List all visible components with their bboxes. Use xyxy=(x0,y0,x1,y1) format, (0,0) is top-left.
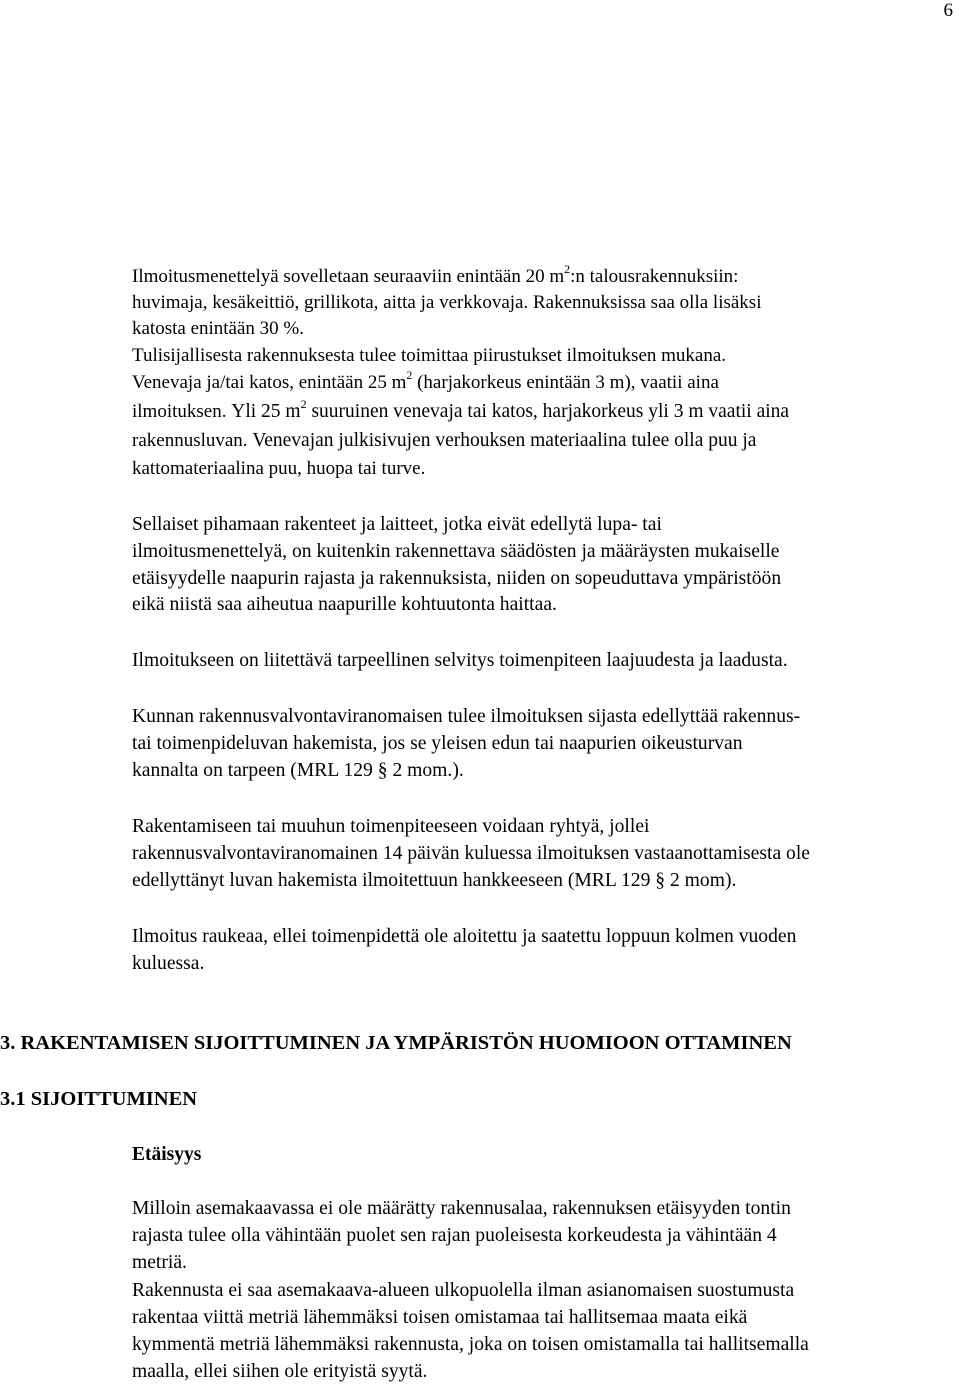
paragraph-1-line-5: Venevaja ja/tai katos, enintään 25 $m^2$ (harjakorkeus enintään 3 m), vaatii aina xyxy=(132,367,719,393)
paragraph-8-line-4: maalla, ellei siihen ole erityistä syytä. xyxy=(132,1361,428,1382)
paragraph-3: Ilmoitukseen on liitettävä tarpeellinen selvitys toimenpiteen laajuudesta ja laadusta. xyxy=(132,650,788,671)
paragraph-5-line-2: rakennusvalvontaviranomainen 14 päivän kuluessa ilmoituksen vastaanottamisesta ole xyxy=(132,843,810,864)
paragraph-8-line-1: Rakennusta ei saa asemakaava-alueen ulkopuolella ilman asianomaisen suostumusta xyxy=(132,1280,795,1301)
subsection-heading: 3.1 SIJOITTUMINEN xyxy=(0,1088,198,1110)
topic-heading: Etäisyys xyxy=(132,1144,202,1165)
paragraph-8-line-3: kymmentä metriä lähemmäksi rakennusta, joka on toisen omistamalla tai hallitsemalla xyxy=(132,1334,809,1355)
paragraph-5-line-1: Rakentamiseen tai muuhun toimenpiteeseen voidaan ryhtyä, jollei xyxy=(132,816,650,837)
section-heading: 3. RAKENTAMISEN SIJOITTUMINEN JA YMPÄRISTÖN HUOMIOON OTTAMINEN xyxy=(0,1032,792,1054)
paragraph-1-line-3: katosta enintään 30 %. xyxy=(132,318,305,339)
paragraph-1-line-8: kattomateriaalina puu, huopa tai turve. xyxy=(132,458,426,479)
paragraph-4-line-2: tai toimenpideluvan hakemista, jos se yleisen edun tai naapurien oikeusturvan xyxy=(132,733,743,754)
paragraph-2-line-3: etäisyydelle naapurin rajasta ja rakennuksista, niiden on sopeuduttava ympäristöön xyxy=(132,568,782,589)
paragraph-1-line-1: Ilmoitusmenettelyä sovelletaan seuraaviin enintään 20 $m^2:n$ talousrakennuksiin: xyxy=(132,261,739,287)
paragraph-4-line-1: Kunnan rakennusvalvontaviranomaisen tulee ilmoituksen sijasta edellyttää rakennus- xyxy=(132,706,801,727)
paragraph-1-line-6: ilmoituksen. Yli 25 $m^2$ suuruinen venevaja tai katos, harjakorkeus yli 3 m vaatii aina xyxy=(132,396,790,422)
paragraph-8-line-2: rakentaa viittä metriä lähemmäksi toisen omistamaa tai hallitsemaa maata eikä xyxy=(132,1307,748,1328)
paragraph-5-line-3: edellyttänyt luvan hakemista ilmoitettuun hankkeeseen (MRL 129 § 2 mom). xyxy=(132,870,737,891)
page-number: 6 xyxy=(943,0,953,21)
paragraph-1-line-4: Tulisijallisesta rakennuksesta tulee toimittaa piirustukset ilmoituksen mukana. xyxy=(132,345,727,366)
paragraph-1-line-2: huvimaja, kesäkeittiö, grillikota, aitta ja verkkovaja. Rakennuksissa saa olla lisäksi xyxy=(132,292,762,313)
paragraph-2-line-4: eikä niistä saa aiheutua naapurille kohtuutonta haittaa. xyxy=(132,594,557,615)
paragraph-1-line-7: rakennusluvan. Venevajan julkisivujen verhouksen materiaalina tulee olla puu ja xyxy=(132,430,757,451)
paragraph-6-line-2: kuluessa. xyxy=(132,953,205,974)
paragraph-2-line-2: ilmoitusmenettelyä, on kuitenkin rakennettava säädösten ja määräysten mukaiselle xyxy=(132,541,780,562)
paragraph-4-line-3: kannalta on tarpeen (MRL 129 § 2 mom.). xyxy=(132,760,464,781)
paragraph-7-line-2: rajasta tulee olla vähintään puolet sen rajan puoleisesta korkeudesta ja vähintään 4 xyxy=(132,1225,777,1246)
paragraph-7-line-1: Milloin asemakaavassa ei ole määrätty rakennusalaa, rakennuksen etäisyyden tontin xyxy=(132,1198,791,1219)
paragraph-2-line-1: Sellaiset pihamaan rakenteet ja laitteet, jotka eivät edellytä lupa- tai xyxy=(132,514,662,535)
paragraph-7-line-3: metriä. xyxy=(132,1252,187,1273)
paragraph-6-line-1: Ilmoitus raukeaa, ellei toimenpidettä ole aloitettu ja saatettu loppuun kolmen vuoden xyxy=(132,926,797,947)
